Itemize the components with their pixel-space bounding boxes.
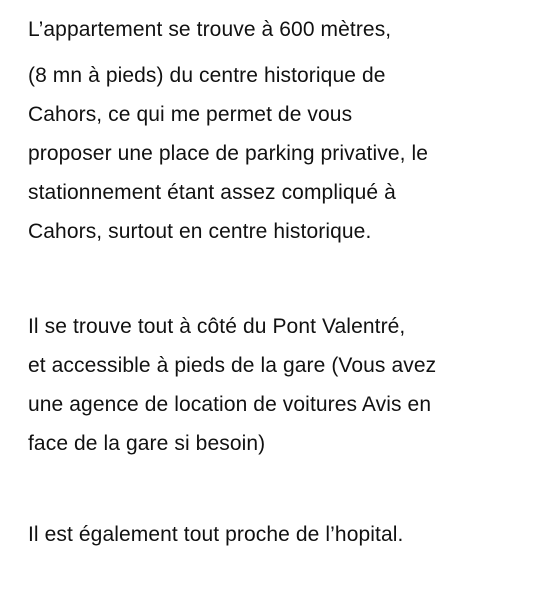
text-line: Cahors, ce qui me permet de vous: [28, 103, 353, 126]
text-line: L’appartement se trouve à 600 mètres,: [28, 18, 392, 41]
paragraph-access: [28, 307, 543, 463]
text-line: face de la gare si besoin): [28, 432, 266, 455]
text-line: Il est également tout proche de l’hopital.: [28, 523, 404, 546]
text-line: proposer une place de parking privative, le: [28, 142, 429, 165]
document-body: [28, 10, 543, 554]
paragraph-hospital: [28, 515, 543, 554]
text-line: et accessible à pieds de la gare (Vous avez: [28, 354, 437, 377]
text-line: stationnement étant assez compliqué à: [28, 181, 396, 204]
text-line: Il se trouve tout à côté du Pont Valentré,: [28, 315, 406, 338]
paragraph-spacer: [28, 251, 543, 307]
text-line: Cahors, surtout en centre historique.: [28, 220, 372, 243]
text-line: une agence de location de voitures Avis en: [28, 393, 432, 416]
paragraph-location: [28, 10, 543, 251]
text-line: (8 mn à pieds) du centre historique de: [28, 64, 386, 87]
paragraph-spacer: [28, 463, 543, 515]
